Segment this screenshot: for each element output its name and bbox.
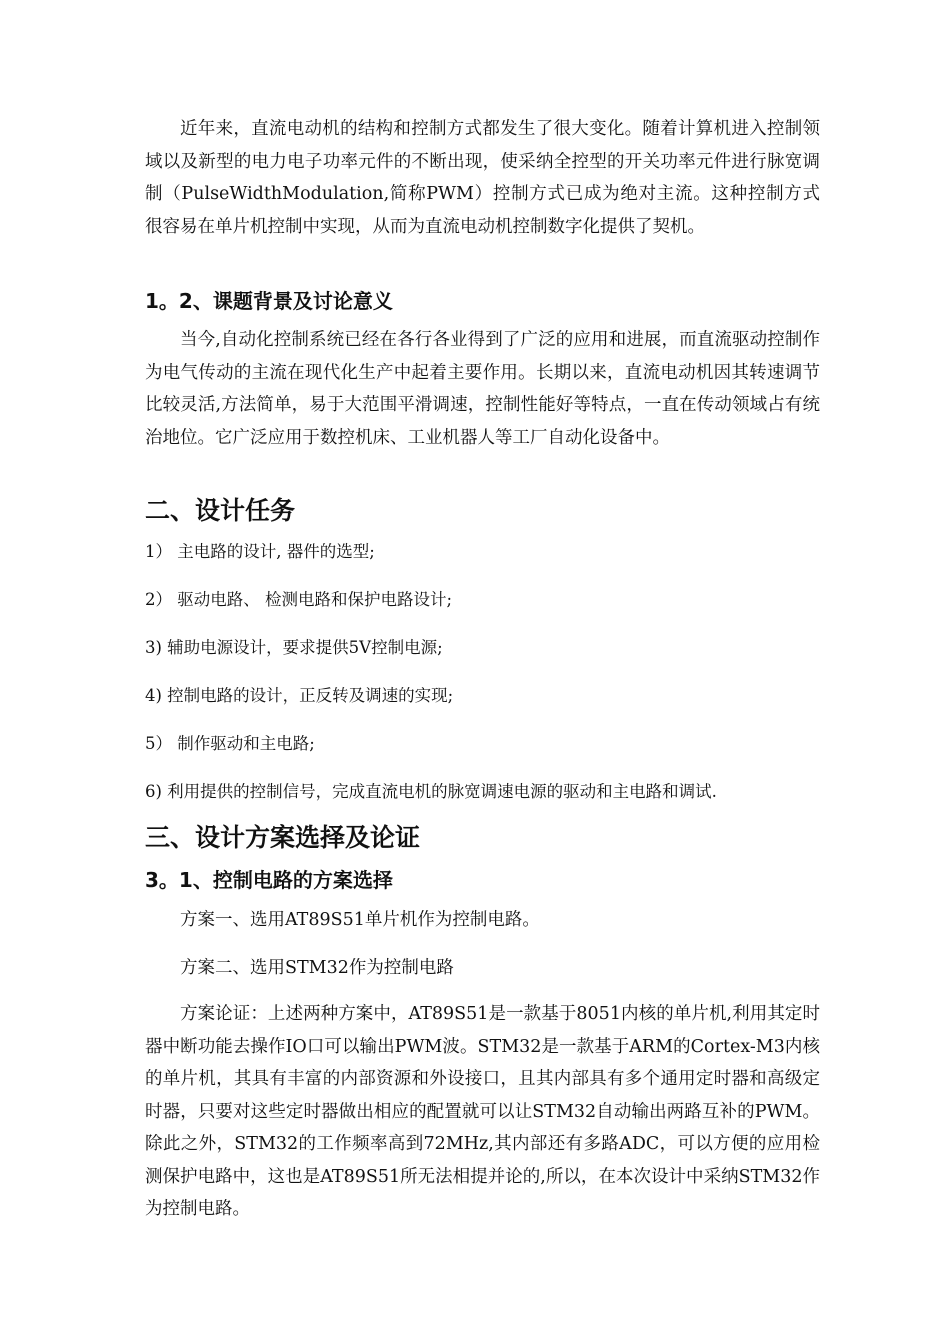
- scheme-one: 方案一、选用AT89S51单片机作为控制电路。: [180, 910, 540, 930]
- scheme-two: 方案二、选用STM32作为控制电路: [180, 958, 454, 978]
- task-item-6: 6) 利用提供的控制信号，完成直流电机的脉宽调速电源的驱动和主电路和调试.: [145, 782, 717, 801]
- task-item-4: 4) 控制电路的设计，正反转及调速的实现;: [145, 686, 454, 705]
- scheme-argument-paragraph: 方案论证：上述两种方案中，AT89S51是一款基于8051内核的单片机,利用其定时器中断功能去操作IO口可以输出PWM波。STM32是一款基于ARM的Cortex-M3内核的单片机，其具有丰富的内部资源和外设接口，且其内部具有多个通用定时器和高级定时器，只要对这些定时器做出相应的配置就可以让STM32自动输出两路互补的PWM。除此之外，STM32的工作频率高到72MHz,其内部还有多路ADC，可以方便的应用检测保护电路中，这也是AT89S51所无法相提并论的,所以，在本次设计中采纳STM32作为控制电路。: [145, 1004, 820, 1219]
- chapter-heading-design-tasks: 二、设计任务: [145, 496, 296, 525]
- intro-paragraph: 近年来，直流电动机的结构和控制方式都发生了很大变化。随着计算机进入控制领域以及新型的电力电子功率元件的不断出现，使采纳全控型的开关功率元件进行脉宽调制（PulseWidthModulation,简称PWM）控制方式已成为绝对主流。这种控制方式很容易在单片机控制中实现，从而为直流电动机控制数字化提供了契机。: [145, 119, 820, 237]
- task-item-5: 5） 制作驱动和主电路;: [145, 734, 315, 753]
- chapter-heading-scheme-selection: 三、设计方案选择及论证: [145, 823, 421, 852]
- task-item-2: 2） 驱动电路、 检测电路和保护电路设计;: [145, 590, 453, 609]
- section-heading-3-1: 3。1、控制电路的方案选择: [145, 868, 393, 892]
- background-paragraph: 当今,自动化控制系统已经在各行各业得到了广泛的应用和进展，而直流驱动控制作为电气传动的主流在现代化生产中起着主要作用。长期以来，直流电动机因其转速调节比较灵活,方法简单，易于大范围平滑调速，控制性能好等特点，一直在传动领域占有统治地位。它广泛应用于数控机床、工业机器人等工厂自动化设备中。: [145, 330, 820, 448]
- section-heading-1-2: 1。2、课题背景及讨论意义: [145, 289, 393, 313]
- task-item-3: 3) 辅助电源设计，要求提供5V控制电源;: [145, 638, 443, 657]
- task-item-1: 1） 主电路的设计, 器件的选型;: [145, 542, 375, 561]
